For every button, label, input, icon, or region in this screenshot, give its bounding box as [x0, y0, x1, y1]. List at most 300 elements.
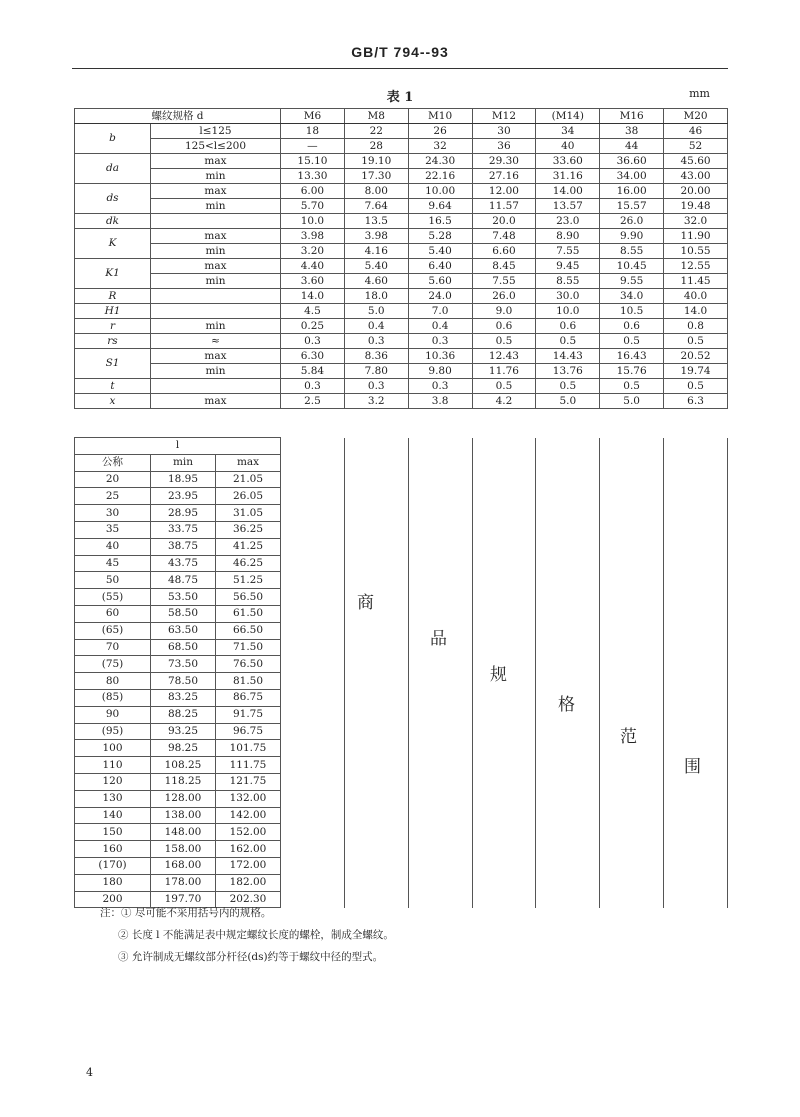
range-cell [281, 589, 345, 606]
length-min: 18.95 [151, 471, 216, 488]
length-max: 46.25 [216, 555, 281, 572]
length-row [75, 757, 728, 774]
range-cell [408, 874, 472, 891]
range-cell [281, 471, 345, 488]
value-cell: 12.43 [472, 349, 536, 364]
range-cell [408, 891, 472, 908]
r_big-row [75, 289, 728, 304]
value-cell: 10.45 [600, 259, 664, 274]
value-cell: 20.00 [664, 184, 728, 199]
range-cell [281, 505, 345, 522]
length-row [75, 471, 728, 488]
length-max: 41.25 [216, 538, 281, 555]
k1-row [75, 274, 728, 289]
length-max: 61.50 [216, 605, 281, 622]
value-cell: 0.5 [472, 379, 536, 394]
blank-cell [281, 438, 345, 472]
range-cell [281, 572, 345, 589]
value-cell: 14.0 [281, 289, 345, 304]
value-cell: 0.5 [600, 379, 664, 394]
range-cell [408, 471, 472, 488]
value-cell: 0.3 [281, 334, 345, 349]
value-cell: 30.0 [536, 289, 600, 304]
value-cell: 4.2 [472, 394, 536, 409]
blank-cell [472, 438, 536, 472]
range-cell [600, 488, 664, 505]
range-cell [408, 656, 472, 673]
watermark-char-5: 范 [618, 722, 639, 747]
range-cell [408, 757, 472, 774]
param-label: ds [75, 184, 151, 214]
value-cell: 16.5 [408, 214, 472, 229]
param-label: rs [75, 334, 151, 349]
length-header-row [75, 438, 728, 455]
rs-row [75, 334, 728, 349]
length-max: 152.00 [216, 824, 281, 841]
value-cell: 8.90 [536, 229, 600, 244]
value-cell: 32.0 [664, 214, 728, 229]
length-row [75, 521, 728, 538]
length-max: 91.75 [216, 706, 281, 723]
value-cell: 0.4 [344, 319, 408, 334]
range-cell [664, 874, 728, 891]
value-cell: 9.45 [536, 259, 600, 274]
value-cell: 0.8 [664, 319, 728, 334]
value-cell: 8.36 [344, 349, 408, 364]
value-cell: 15.57 [600, 199, 664, 214]
thread-spec-label: 螺纹规格 d [75, 109, 281, 124]
range-cell [344, 505, 408, 522]
range-cell [281, 488, 345, 505]
range-cell [664, 790, 728, 807]
nominal-length: 140 [75, 807, 151, 824]
range-cell [536, 673, 600, 690]
da-row [75, 154, 728, 169]
value-cell: 5.40 [344, 259, 408, 274]
length-row [75, 538, 728, 555]
value-cell: 10.55 [664, 244, 728, 259]
range-cell [344, 757, 408, 774]
value-cell: 4.60 [344, 274, 408, 289]
range-cell [281, 857, 345, 874]
param-label: K1 [75, 259, 151, 289]
limit-label [151, 214, 281, 229]
nominal-length: 30 [75, 505, 151, 522]
range-cell [472, 471, 536, 488]
value-cell: 38 [600, 124, 664, 139]
value-cell: 8.00 [344, 184, 408, 199]
range-cell [536, 824, 600, 841]
value-cell: 0.25 [281, 319, 345, 334]
range-cell [536, 656, 600, 673]
length-row [75, 790, 728, 807]
value-cell: 36.60 [600, 154, 664, 169]
value-cell: 15.76 [600, 364, 664, 379]
value-cell: 3.98 [344, 229, 408, 244]
value-cell: 10.00 [408, 184, 472, 199]
nominal-length: 150 [75, 824, 151, 841]
value-cell: 5.28 [408, 229, 472, 244]
range-cell [664, 572, 728, 589]
ds-row [75, 184, 728, 199]
thread-size-cell: M16 [600, 109, 664, 124]
length-row [75, 706, 728, 723]
range-cell [408, 521, 472, 538]
range-cell [408, 555, 472, 572]
standard-number: GB/T 794--93 [351, 44, 449, 60]
length-row [75, 824, 728, 841]
range-cell [664, 807, 728, 824]
watermark-char-4: 格 [556, 690, 577, 715]
range-cell [472, 891, 536, 908]
value-cell: 11.45 [664, 274, 728, 289]
s-row [75, 349, 728, 364]
length-min: 108.25 [151, 757, 216, 774]
length-max: 182.00 [216, 874, 281, 891]
length-max: 86.75 [216, 689, 281, 706]
range-cell [472, 521, 536, 538]
value-cell: 3.2 [344, 394, 408, 409]
range-cell [600, 505, 664, 522]
value-cell: 0.3 [281, 379, 345, 394]
limit-label: min [151, 169, 281, 184]
nominal-length: (85) [75, 689, 151, 706]
range-cell [536, 891, 600, 908]
limit-label: min [151, 274, 281, 289]
k-row [75, 229, 728, 244]
range-cell [472, 757, 536, 774]
value-cell: 11.57 [472, 199, 536, 214]
length-min: 48.75 [151, 572, 216, 589]
range-cell [472, 874, 536, 891]
value-cell: 45.60 [664, 154, 728, 169]
length-min: 38.75 [151, 538, 216, 555]
limit-label [151, 289, 281, 304]
value-cell: 0.4 [408, 319, 472, 334]
range-cell [536, 841, 600, 858]
range-cell [600, 841, 664, 858]
range-cell [664, 555, 728, 572]
value-cell: 46 [664, 124, 728, 139]
length-max: 202.30 [216, 891, 281, 908]
range-cell [281, 706, 345, 723]
range-cell [408, 689, 472, 706]
range-cell [472, 841, 536, 858]
value-cell: 6.60 [472, 244, 536, 259]
range-cell [408, 841, 472, 858]
range-cell [600, 790, 664, 807]
length-min: 197.70 [151, 891, 216, 908]
range-cell [664, 605, 728, 622]
value-cell: 40 [536, 139, 600, 154]
h1-row [75, 304, 728, 319]
value-cell: 10.0 [281, 214, 345, 229]
blank-cell [664, 438, 728, 472]
range-cell [664, 723, 728, 740]
length-min: 53.50 [151, 589, 216, 606]
note-1: 注：① 尽可能不采用括号内的规格。 [100, 907, 272, 919]
length-row [75, 605, 728, 622]
range-cell [600, 773, 664, 790]
value-cell: 26 [408, 124, 472, 139]
nominal-length: 130 [75, 790, 151, 807]
value-cell: 0.5 [536, 334, 600, 349]
table-notes [100, 902, 394, 968]
range-cell [664, 639, 728, 656]
nominal-length: 180 [75, 874, 151, 891]
value-cell: 7.55 [536, 244, 600, 259]
value-cell: 0.6 [472, 319, 536, 334]
range-cell [536, 857, 600, 874]
range-cell [408, 824, 472, 841]
range-cell [281, 656, 345, 673]
range-cell [408, 706, 472, 723]
value-cell: 11.76 [472, 364, 536, 379]
value-cell: 10.5 [600, 304, 664, 319]
range-cell [281, 757, 345, 774]
range-cell [536, 555, 600, 572]
range-cell [281, 723, 345, 740]
range-cell [472, 488, 536, 505]
range-cell [344, 589, 408, 606]
value-cell: 40.0 [664, 289, 728, 304]
range-cell [472, 572, 536, 589]
length-min: 98.25 [151, 740, 216, 757]
length-row [75, 689, 728, 706]
range-cell [281, 555, 345, 572]
range-cell [281, 807, 345, 824]
range-cell [344, 471, 408, 488]
value-cell: 22.16 [408, 169, 472, 184]
range-cell [600, 538, 664, 555]
nominal-length: 90 [75, 706, 151, 723]
value-cell: 0.3 [344, 334, 408, 349]
thread-size-cell: M12 [472, 109, 536, 124]
value-cell: 9.80 [408, 364, 472, 379]
range-cell [472, 589, 536, 606]
value-cell: 30 [472, 124, 536, 139]
nominal-length: (170) [75, 857, 151, 874]
range-cell [600, 706, 664, 723]
range-cell [344, 572, 408, 589]
length-min: 128.00 [151, 790, 216, 807]
range-cell [600, 874, 664, 891]
range-cell [408, 538, 472, 555]
value-cell: 13.76 [536, 364, 600, 379]
length-min: 33.75 [151, 521, 216, 538]
value-cell: 4.5 [281, 304, 345, 319]
range-cell [472, 505, 536, 522]
r_small-row [75, 319, 728, 334]
range-cell [281, 773, 345, 790]
value-cell: 3.8 [408, 394, 472, 409]
range-cell [600, 857, 664, 874]
range-cell [600, 807, 664, 824]
length-row [75, 572, 728, 589]
value-cell: 33.60 [536, 154, 600, 169]
range-cell [600, 605, 664, 622]
range-cell [408, 740, 472, 757]
dimension-table [74, 108, 728, 409]
nominal-length: 80 [75, 673, 151, 690]
value-cell: 14.43 [536, 349, 600, 364]
range-cell [344, 740, 408, 757]
range-cell [472, 824, 536, 841]
length-max: 96.75 [216, 723, 281, 740]
length-row [75, 673, 728, 690]
value-cell: 5.84 [281, 364, 345, 379]
value-cell: 17.30 [344, 169, 408, 184]
range-cell [600, 824, 664, 841]
range-cell [408, 773, 472, 790]
limit-label [151, 379, 281, 394]
range-cell [536, 505, 600, 522]
range-cell [344, 773, 408, 790]
range-cell [472, 538, 536, 555]
value-cell: 44 [600, 139, 664, 154]
page-number: 4 [86, 1066, 93, 1079]
nominal-length: 200 [75, 891, 151, 908]
value-cell: 15.10 [281, 154, 345, 169]
range-cell [344, 874, 408, 891]
value-cell: 6.3 [664, 394, 728, 409]
length-min: 138.00 [151, 807, 216, 824]
value-cell: 7.48 [472, 229, 536, 244]
nominal-length: 40 [75, 538, 151, 555]
length-min: 178.00 [151, 874, 216, 891]
range-cell [344, 673, 408, 690]
value-cell: 31.16 [536, 169, 600, 184]
value-cell: 16.00 [600, 184, 664, 199]
range-cell [408, 488, 472, 505]
range-cell [536, 605, 600, 622]
range-cell [600, 656, 664, 673]
length-min: 73.50 [151, 656, 216, 673]
range-cell [536, 521, 600, 538]
length-min: 168.00 [151, 857, 216, 874]
blank-cell [536, 438, 600, 472]
range-cell [664, 689, 728, 706]
value-cell: 14.0 [664, 304, 728, 319]
length-row [75, 773, 728, 790]
min-label: min [151, 454, 216, 471]
max-label: max [216, 454, 281, 471]
value-cell: 0.6 [600, 319, 664, 334]
value-cell: 29.30 [472, 154, 536, 169]
value-cell: 24.0 [408, 289, 472, 304]
value-cell: 10.0 [536, 304, 600, 319]
range-cell [281, 824, 345, 841]
watermark-char-3: 规 [488, 660, 509, 685]
value-cell: 0.5 [472, 334, 536, 349]
nominal-length: 20 [75, 471, 151, 488]
length-min: 28.95 [151, 505, 216, 522]
range-cell [536, 740, 600, 757]
range-cell [664, 706, 728, 723]
length-max: 111.75 [216, 757, 281, 774]
length-max: 132.00 [216, 790, 281, 807]
length-min: 83.25 [151, 689, 216, 706]
limit-label: min [151, 364, 281, 379]
range-cell [664, 488, 728, 505]
value-cell: 23.0 [536, 214, 600, 229]
value-cell: 0.5 [664, 379, 728, 394]
range-cell [664, 505, 728, 522]
length-l-label: l [75, 438, 281, 455]
limit-label: max [151, 184, 281, 199]
range-cell [536, 807, 600, 824]
value-cell: 0.6 [536, 319, 600, 334]
value-cell: 0.3 [408, 334, 472, 349]
length-row [75, 656, 728, 673]
param-label: x [75, 394, 151, 409]
range-cell [472, 639, 536, 656]
value-cell: 5.0 [536, 394, 600, 409]
unit-label: mm [689, 87, 710, 100]
length-max: 71.50 [216, 639, 281, 656]
limit-label [151, 304, 281, 319]
length-row [75, 555, 728, 572]
range-cell [281, 538, 345, 555]
param-label: S1 [75, 349, 151, 379]
range-cell [281, 874, 345, 891]
range-cell [536, 589, 600, 606]
range-cell [664, 521, 728, 538]
nominal-length: (95) [75, 723, 151, 740]
thread-size-cell: M20 [664, 109, 728, 124]
range-cell [536, 773, 600, 790]
range-cell [281, 740, 345, 757]
length-row [75, 874, 728, 891]
range-cell [536, 622, 600, 639]
value-cell: 3.60 [281, 274, 345, 289]
range-cell [600, 673, 664, 690]
nominal-length: (75) [75, 656, 151, 673]
value-cell: — [281, 139, 345, 154]
range-cell [281, 689, 345, 706]
range-cell [536, 538, 600, 555]
value-cell: 36 [472, 139, 536, 154]
limit-label: max [151, 229, 281, 244]
range-cell [536, 639, 600, 656]
range-cell [472, 605, 536, 622]
param-label: b [75, 124, 151, 154]
length-row [75, 807, 728, 824]
length-row [75, 488, 728, 505]
watermark-char-1: 商 [355, 588, 376, 613]
range-cell [472, 706, 536, 723]
range-cell [344, 555, 408, 572]
value-cell: 14.00 [536, 184, 600, 199]
param-label: da [75, 154, 151, 184]
range-cell [408, 589, 472, 606]
length-max: 162.00 [216, 841, 281, 858]
value-cell: 7.0 [408, 304, 472, 319]
t-row [75, 379, 728, 394]
value-cell: 6.40 [408, 259, 472, 274]
range-cell [408, 857, 472, 874]
range-cell [536, 723, 600, 740]
value-cell: 12.00 [472, 184, 536, 199]
range-cell [344, 807, 408, 824]
value-cell: 7.55 [472, 274, 536, 289]
value-cell: 13.30 [281, 169, 345, 184]
nominal-length: (65) [75, 622, 151, 639]
value-cell: 0.5 [536, 379, 600, 394]
range-cell [600, 757, 664, 774]
range-cell [664, 471, 728, 488]
limit-label: max [151, 349, 281, 364]
